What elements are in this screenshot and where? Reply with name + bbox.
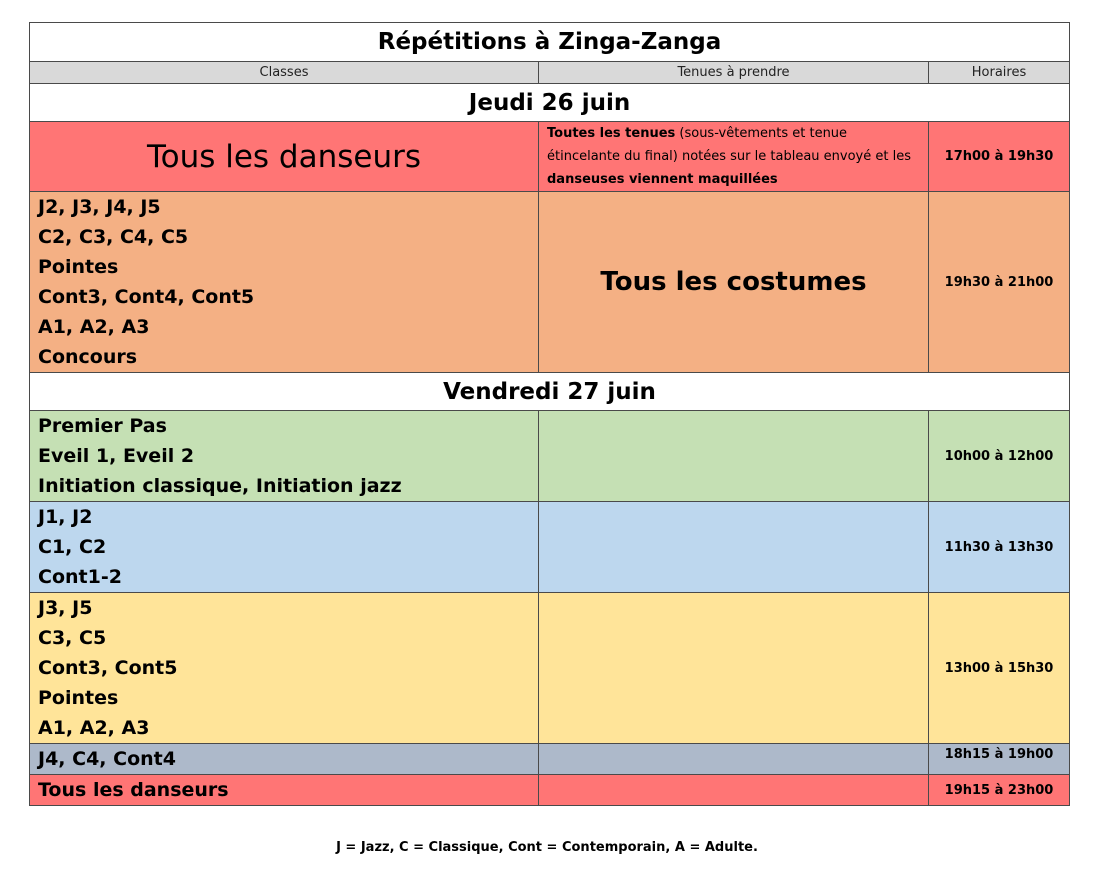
header-classes: Classes xyxy=(30,62,539,84)
tenue-cell xyxy=(539,411,929,502)
table-row xyxy=(30,775,1070,806)
day-row-jeudi xyxy=(30,84,1070,122)
table-row xyxy=(30,411,1070,502)
day-label-vendredi: Vendredi 27 juin xyxy=(30,373,1070,411)
time-cell: 11h30 à 13h30 xyxy=(929,502,1070,593)
class-line: Premier Pas xyxy=(38,415,167,437)
day-row-vendredi xyxy=(30,373,1070,411)
tenue-cell xyxy=(539,775,929,806)
time-cell: 19h30 à 21h00 xyxy=(929,192,1070,373)
class-line: C1, C2 xyxy=(38,536,107,558)
table-row xyxy=(30,744,1070,775)
schedule-table xyxy=(29,22,1070,806)
tenue-bold-2: danseuses viennent maquillées xyxy=(547,172,778,187)
day-label-jeudi: Jeudi 26 juin xyxy=(30,84,1070,122)
header-horaires: Horaires xyxy=(929,62,1070,84)
tenue-cell: Tous les costumes xyxy=(539,192,929,373)
class-line: Pointes xyxy=(38,687,119,709)
class-line: Eveil 1, Eveil 2 xyxy=(38,445,195,467)
class-line: J1, J2 xyxy=(38,506,93,528)
time-cell: 10h00 à 12h00 xyxy=(929,411,1070,502)
header-row xyxy=(30,62,1070,84)
tenue-text-1: (sous-vêtements et tenue étincelante du final) notées sur le tableau envoyé et les xyxy=(547,126,911,164)
legend-note: J = Jazz, C = Classique, Cont = Contemporain, A = Adulte. xyxy=(336,840,758,855)
class-line: J3, J5 xyxy=(38,597,93,619)
time-cell: 17h00 à 19h30 xyxy=(929,122,1070,192)
time-cell: 13h00 à 15h30 xyxy=(929,593,1070,744)
tenue-cell xyxy=(539,593,929,744)
table-row xyxy=(30,122,1070,192)
classes-cell xyxy=(30,411,539,502)
classes-cell xyxy=(30,192,539,373)
tenue-cell xyxy=(539,744,929,775)
class-line: C2, C3, C4, C5 xyxy=(38,226,189,248)
class-line: Cont3, Cont4, Cont5 xyxy=(38,286,255,308)
class-line: Pointes xyxy=(38,256,119,278)
class-line: Concours xyxy=(38,346,138,368)
time-cell: 19h15 à 23h00 xyxy=(929,775,1070,806)
tenue-cell xyxy=(539,122,929,192)
class-line: J4, C4, Cont4 xyxy=(38,748,176,770)
tenue-cell xyxy=(539,502,929,593)
class-line: Cont1-2 xyxy=(38,566,122,588)
table-row xyxy=(30,593,1070,744)
class-line: Initiation classique, Initiation jazz xyxy=(38,475,402,497)
class-line: C3, C5 xyxy=(38,627,107,649)
class-line: Tous les danseurs xyxy=(38,779,229,801)
class-line: Cont3, Cont5 xyxy=(38,657,178,679)
classes-cell xyxy=(30,744,539,775)
tenue-bold-1: Toutes les tenues xyxy=(547,126,676,141)
table-row xyxy=(30,192,1070,373)
time-cell: 18h15 à 19h00 xyxy=(929,744,1070,775)
page-title: Répétitions à Zinga-Zanga xyxy=(30,23,1070,62)
classes-cell xyxy=(30,593,539,744)
class-line: A1, A2, A3 xyxy=(38,717,150,739)
table-row xyxy=(30,502,1070,593)
class-line: A1, A2, A3 xyxy=(38,316,150,338)
classes-cell: Tous les danseurs xyxy=(30,122,539,192)
classes-cell xyxy=(30,775,539,806)
header-tenues: Tenues à prendre xyxy=(539,62,929,84)
classes-cell xyxy=(30,502,539,593)
class-line: J2, J3, J4, J5 xyxy=(38,196,161,218)
